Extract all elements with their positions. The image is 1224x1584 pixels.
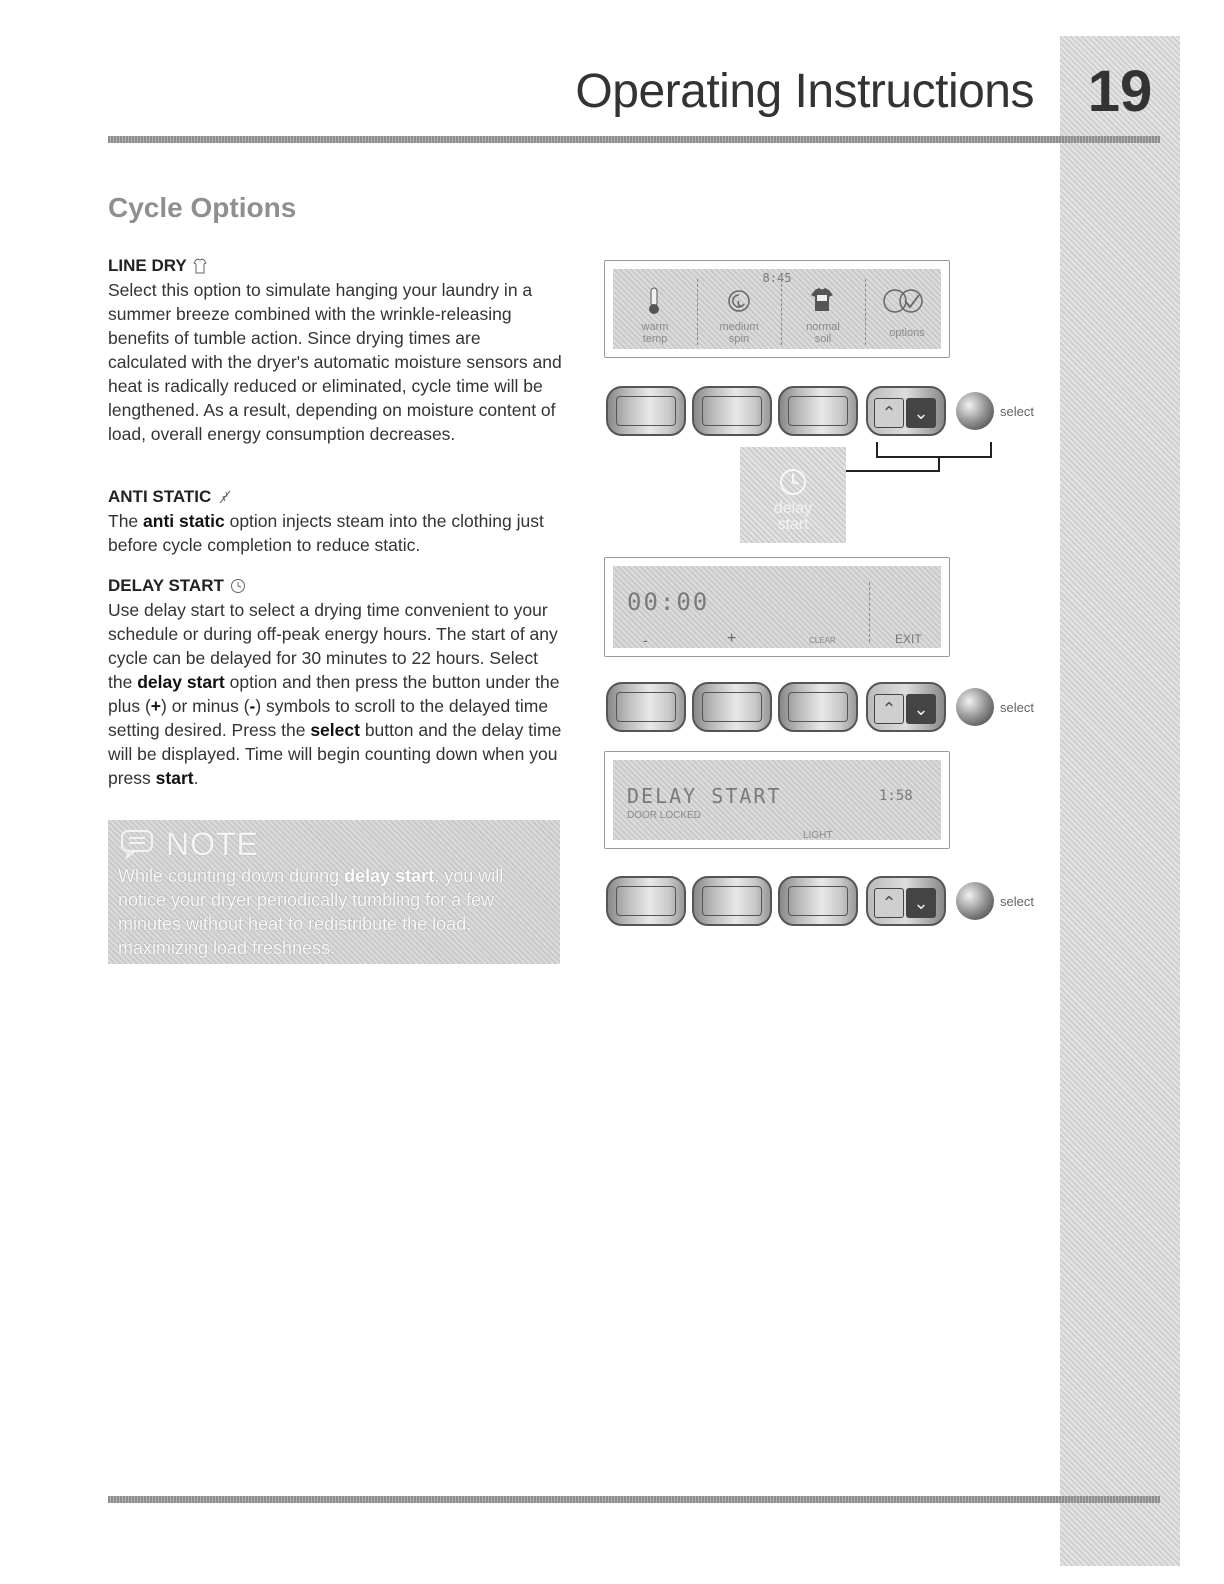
shirt-icon — [193, 258, 207, 274]
panel-arrow-buttons[interactable] — [866, 682, 946, 732]
display-title: DELAY START — [627, 784, 782, 808]
body-text: The — [108, 511, 144, 531]
body-text: option and then press the button under the plus ( — [108, 672, 560, 716]
display-label: spin — [728, 333, 750, 345]
minus-label: - — [643, 632, 648, 648]
options-icon — [881, 287, 927, 315]
body-text: While counting down during — [118, 866, 345, 886]
note-icon — [120, 829, 154, 859]
select-knob[interactable] — [956, 688, 994, 726]
option-title: LINE DRY — [108, 256, 187, 275]
page-title: Operating Instructions — [575, 65, 1034, 118]
panel-button-2[interactable] — [692, 876, 772, 926]
bracket-line — [876, 442, 992, 458]
control-buttons-row — [604, 874, 1044, 930]
select-label: select — [1000, 700, 1034, 715]
body-text: Use delay start to select a drying time convenient to your schedule or during off-peak energy hours. The start of any cycle can be delayed for 30 minutes to 22 hours. Select the — [108, 600, 558, 692]
emphasis-text: select — [310, 720, 360, 740]
panel-button-1[interactable] — [606, 386, 686, 436]
select-label: select — [1000, 404, 1034, 419]
panel-button-1[interactable] — [606, 682, 686, 732]
clear-label: CLEAR — [809, 636, 836, 645]
panel-arrow-buttons[interactable] — [866, 876, 946, 926]
panel-button-2[interactable] — [692, 386, 772, 436]
door-locked-label: DOOR LOCKED — [627, 810, 701, 821]
clock-icon — [230, 578, 246, 594]
option-heading — [108, 256, 563, 276]
control-display-delay-running — [604, 751, 950, 849]
emphasis-text: - — [249, 696, 256, 716]
panel-button-1[interactable] — [606, 876, 686, 926]
note-box — [108, 820, 560, 964]
delay-label: start — [777, 516, 809, 533]
shirt-icon — [809, 287, 835, 313]
spin-icon — [727, 289, 751, 313]
option-title: ANTI STATIC — [108, 487, 212, 506]
emphasis-text: delay start — [137, 672, 225, 692]
body-text: option injects steam into the clothing just before cycle completion to reduce static. — [108, 511, 544, 555]
display-label: medium — [719, 321, 759, 333]
option-heading — [108, 487, 563, 507]
emphasis-text: anti static — [143, 511, 225, 531]
display-label: options — [889, 327, 925, 339]
note-text — [108, 864, 560, 960]
option-body — [108, 598, 563, 790]
delay-start-option-icon — [740, 447, 846, 543]
option-body — [108, 278, 563, 446]
emphasis-text: start — [155, 768, 194, 788]
control-display-delay-set — [604, 557, 950, 657]
footer-rule — [108, 1496, 1160, 1503]
arrow-down-icon[interactable]: ⌄ — [906, 398, 936, 428]
body-text: . — [193, 768, 199, 788]
control-display-options — [604, 260, 950, 358]
select-label: select — [1000, 894, 1034, 909]
delay-label: delay — [773, 500, 813, 517]
anti-static-icon — [217, 489, 233, 505]
body-text: button and the delay time will be displayed. Time will begin counting down when you press — [108, 720, 562, 788]
panel-button-3[interactable] — [778, 876, 858, 926]
option-delay-start — [108, 576, 563, 816]
bracket-connector — [938, 456, 940, 472]
select-knob[interactable] — [956, 882, 994, 920]
option-line-dry — [108, 256, 563, 472]
control-buttons-row — [604, 680, 1044, 736]
display-time: 00:00 — [627, 588, 710, 616]
arrow-up-icon[interactable]: ⌃ — [874, 694, 904, 724]
emphasis-text: delay start — [344, 866, 435, 886]
panel-arrow-buttons[interactable] — [866, 386, 946, 436]
display-divider — [869, 582, 870, 642]
header-rule — [108, 136, 1160, 143]
option-body — [108, 509, 563, 557]
light-label: LIGHT — [803, 830, 833, 841]
clock-icon — [778, 467, 808, 497]
body-text: ) or minus ( — [161, 696, 250, 716]
arrow-down-icon[interactable]: ⌄ — [906, 694, 936, 724]
control-buttons-row — [604, 384, 1044, 440]
emphasis-text: + — [150, 696, 162, 716]
option-title: DELAY START — [108, 576, 224, 595]
body-text: Select this option to simulate hanging your laundry in a summer breeze combined with the wrinkle-releasing benefits of tumble action. Since drying times are calculated with the dryer's automatic moisture sensors and heat is radically reduced or eliminated, cycle time will be lengthened. As a result, depending on moisture content of load, overall energy consumption decreases. — [108, 280, 562, 444]
display-clock: 8:45 — [762, 271, 792, 285]
section-title: Cycle Options — [108, 192, 297, 223]
page-number: 19 — [1087, 59, 1153, 124]
display-time: 1:58 — [879, 788, 913, 804]
plus-label: + — [727, 630, 737, 647]
select-knob[interactable] — [956, 392, 994, 430]
arrow-down-icon[interactable]: ⌄ — [906, 888, 936, 918]
panel-button-2[interactable] — [692, 682, 772, 732]
display-label: temp — [642, 333, 668, 345]
body-text: , you will notice your dryer periodically tumbling for a few minutes without heat to redistribute the load, maximizing load freshness. — [118, 866, 504, 958]
thermometer-icon — [647, 287, 661, 315]
side-tab-band — [1060, 36, 1180, 1566]
bracket-connector — [846, 470, 940, 472]
display-label: warm — [641, 321, 669, 333]
arrow-up-icon[interactable]: ⌃ — [874, 398, 904, 428]
display-label: normal — [806, 321, 840, 333]
note-title: NOTE — [166, 825, 259, 862]
option-heading — [108, 576, 563, 596]
arrow-up-icon[interactable]: ⌃ — [874, 888, 904, 918]
panel-button-3[interactable] — [778, 682, 858, 732]
display-label: soil — [814, 333, 832, 345]
body-text: ) symbols to scroll to the delayed time setting desired. Press the — [108, 696, 549, 740]
option-anti-static — [108, 487, 563, 583]
exit-label: EXIT — [895, 632, 922, 646]
panel-button-3[interactable] — [778, 386, 858, 436]
